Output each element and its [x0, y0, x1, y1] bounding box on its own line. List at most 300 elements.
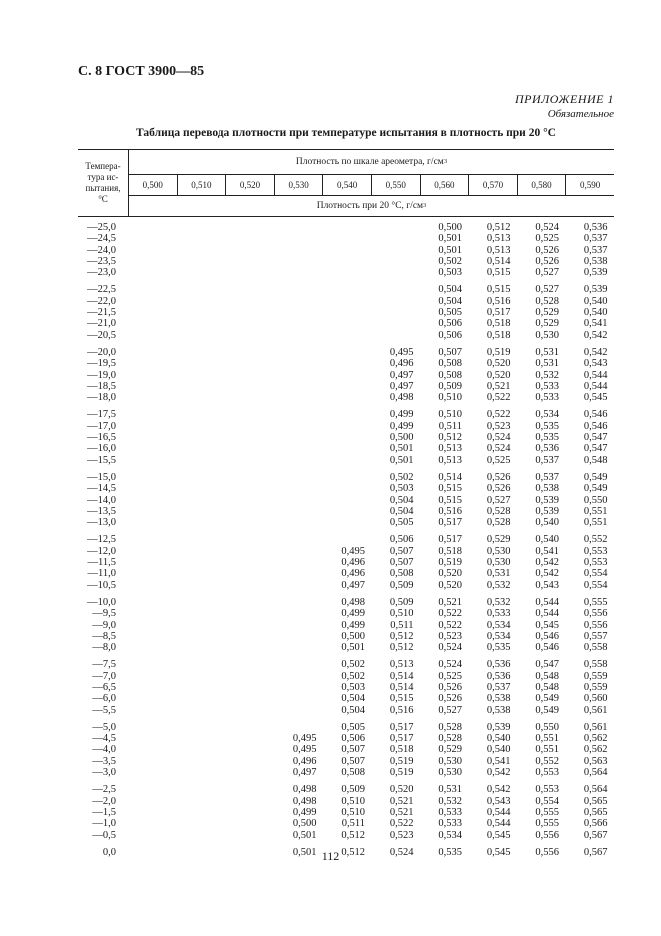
- hydrometer-density-label-text: Плотность по шкале ареометра, г/см: [295, 157, 444, 167]
- density-cell: 0,540: [583, 307, 608, 319]
- table-row: [78, 534, 614, 545]
- density-cell: 0,516: [486, 295, 511, 307]
- density-column-header: 0,580: [518, 175, 567, 195]
- density-cell: 0,528: [438, 733, 462, 745]
- density-cell: 0,505: [438, 307, 462, 319]
- density-cell: 0,499: [292, 806, 317, 818]
- table-row: [78, 608, 614, 619]
- density-cell: 0,500: [292, 818, 317, 830]
- density-cell: 0,534: [486, 630, 511, 642]
- density-cell: 0,544: [583, 369, 608, 381]
- density-cell: 0,500: [341, 630, 365, 642]
- row-group: [78, 659, 614, 715]
- density-cell: 0,536: [486, 659, 511, 671]
- density-cell: 0,501: [389, 443, 414, 455]
- density-cell: 0,546: [535, 630, 559, 642]
- density-cell: 0,542: [535, 557, 559, 569]
- density-cell: 0,516: [389, 704, 414, 716]
- density-cell: 0,512: [438, 432, 462, 444]
- temperature-cell: —15,0: [87, 471, 116, 483]
- density-cell: 0,500: [438, 222, 462, 233]
- density-cell: 0,505: [341, 721, 365, 733]
- density-cell: 0,531: [535, 358, 559, 370]
- row-group: [78, 409, 614, 465]
- density-cell: 0,537: [583, 244, 608, 256]
- density-cell: 0,545: [535, 619, 559, 631]
- row-group: [78, 784, 614, 840]
- density-cell: 0,560: [583, 693, 608, 705]
- density-cell: 0,535: [438, 846, 462, 858]
- temperature-cell: —1,5: [92, 806, 116, 818]
- density-cell: 0,539: [535, 505, 559, 517]
- density-cell: 0,513: [389, 659, 414, 671]
- density-cell: 0,540: [486, 744, 511, 756]
- density-cell: 0,539: [535, 494, 559, 506]
- density-cell: 0,515: [438, 494, 462, 506]
- density-cell: 0,558: [583, 659, 608, 671]
- density-cell: 0,514: [389, 681, 414, 693]
- density-cell: 0,543: [486, 795, 511, 807]
- density-cell: 0,524: [486, 432, 511, 444]
- density-cell: 0,530: [438, 755, 462, 767]
- density-cell: 0,500: [389, 432, 414, 444]
- table-row: [78, 370, 614, 381]
- table-row: [78, 455, 614, 466]
- density-cell: 0,520: [486, 358, 511, 370]
- temperature-cell: —14,0: [87, 494, 116, 506]
- density-cell: 0,551: [535, 733, 559, 745]
- density-cell: 0,530: [438, 767, 462, 779]
- density-cell: 0,567: [583, 846, 608, 858]
- table-row: [78, 330, 614, 341]
- density-cell: 0,504: [438, 284, 462, 296]
- table-row: [78, 381, 614, 392]
- density-cell: 0,496: [341, 557, 365, 569]
- table-title: Таблица перевода плотности при температуре испытания в плотность при 20 °С: [136, 127, 556, 139]
- density-cell: 0,540: [535, 517, 559, 529]
- density-cell: 0,511: [341, 818, 365, 830]
- density-cell: 0,557: [583, 630, 608, 642]
- density-cell: 0,531: [535, 346, 559, 358]
- table-row: [78, 517, 614, 528]
- temperature-cell: —19,0: [87, 369, 116, 381]
- density-cell: 0,508: [438, 369, 462, 381]
- table-row: [78, 767, 614, 778]
- density-cell: 0,499: [389, 420, 414, 432]
- temperature-cell: —11,0: [87, 568, 116, 580]
- density-cell: 0,565: [583, 806, 608, 818]
- table-row: [78, 256, 614, 267]
- density-cell: 0,527: [535, 267, 559, 279]
- density-cell: 0,513: [438, 443, 462, 455]
- table-row: [78, 580, 614, 591]
- density-cell: 0,567: [583, 829, 608, 841]
- density-cell: 0,522: [438, 619, 462, 631]
- density-cell: 0,513: [486, 244, 511, 256]
- density-cell: 0,522: [486, 409, 511, 421]
- density-cell: 0,537: [535, 471, 559, 483]
- temperature-cell: —3,5: [92, 755, 116, 767]
- temperature-cell: —16,0: [87, 443, 116, 455]
- density-cell: 0,534: [438, 829, 462, 841]
- density-cell: 0,549: [535, 693, 559, 705]
- density-cell: 0,519: [389, 755, 414, 767]
- density-cell: 0,501: [341, 642, 365, 654]
- density-cell: 0,539: [486, 721, 511, 733]
- density-cell: 0,526: [486, 483, 511, 495]
- density-cell: 0,521: [438, 596, 462, 608]
- density-cell: 0,523: [438, 630, 462, 642]
- density-cell: 0,514: [389, 670, 414, 682]
- density-cell: 0,511: [438, 420, 462, 432]
- table-row: [78, 307, 614, 318]
- density-column-header: 0,570: [469, 175, 518, 195]
- density-cell: 0,556: [583, 619, 608, 631]
- temperature-cell: —18,0: [87, 392, 116, 404]
- table-row: [78, 245, 614, 256]
- density-cell: 0,539: [583, 284, 608, 296]
- density-cell: 0,542: [583, 329, 608, 341]
- density-cell: 0,520: [486, 369, 511, 381]
- density-cell: 0,542: [486, 767, 511, 779]
- density-cell: 0,511: [390, 619, 414, 631]
- density-cell: 0,564: [583, 784, 608, 796]
- density-cell: 0,515: [389, 693, 414, 705]
- density-cell: 0,542: [583, 346, 608, 358]
- density-cell: 0,512: [486, 222, 511, 233]
- appendix-title: ПРИЛОЖЕНИЕ 1: [515, 92, 614, 106]
- density-cell: 0,559: [583, 670, 608, 682]
- density-cell: 0,515: [486, 284, 511, 296]
- page-number: 112: [321, 849, 340, 863]
- density-cell: 0,552: [583, 534, 608, 546]
- table-row: [78, 421, 614, 432]
- table-row: [78, 722, 614, 733]
- density-cell: 0,537: [486, 681, 511, 693]
- density-cell: 0,555: [583, 596, 608, 608]
- temperature-cell: —18,5: [87, 380, 116, 392]
- density-cell: 0,504: [389, 494, 414, 506]
- density-cell: 0,539: [583, 267, 608, 279]
- table-row: [78, 830, 614, 841]
- table-row: [78, 693, 614, 704]
- density-cell: 0,542: [486, 784, 511, 796]
- density-cell: 0,508: [389, 568, 414, 580]
- density-cell: 0,534: [486, 619, 511, 631]
- density-cell: 0,546: [583, 420, 608, 432]
- density-cell: 0,549: [583, 471, 608, 483]
- density-cell: 0,523: [486, 420, 511, 432]
- table-row: [78, 347, 614, 358]
- density-column-header: 0,590: [580, 180, 601, 190]
- temperature-cell: —25,0: [87, 222, 116, 233]
- density-cell: 0,544: [486, 818, 511, 830]
- density-cell: 0,561: [583, 704, 608, 716]
- density-cell: 0,509: [438, 380, 462, 392]
- density-cell: 0,533: [486, 608, 511, 620]
- density-column-header: 0,510: [178, 175, 227, 195]
- density-cell: 0,503: [341, 681, 365, 693]
- temperature-cell: —24,0: [87, 244, 116, 256]
- density-cell: 0,547: [583, 443, 608, 455]
- density-cell: 0,551: [583, 505, 608, 517]
- density-cell: 0,498: [292, 795, 317, 807]
- density-cell: 0,564: [583, 767, 608, 779]
- density-cell: 0,518: [438, 545, 462, 557]
- density-cell: 0,521: [486, 380, 511, 392]
- temperature-cell: —21,5: [87, 307, 116, 319]
- temperature-cell: —17,0: [87, 420, 116, 432]
- density-cell: 0,513: [438, 454, 462, 466]
- temperature-cell: —5,0: [92, 721, 116, 733]
- table-row: [78, 631, 614, 642]
- density-cell: 0,519: [486, 346, 511, 358]
- table-row: [78, 818, 614, 829]
- density-cell: 0,506: [389, 534, 414, 546]
- table-row: [78, 659, 614, 670]
- density-cell: 0,559: [583, 681, 608, 693]
- density-cell: 0,507: [341, 744, 365, 756]
- density-cell: 0,556: [583, 608, 608, 620]
- density-cell: 0,532: [535, 369, 559, 381]
- table-row: [78, 546, 614, 557]
- density-cell: 0,518: [486, 318, 511, 330]
- density-cell: 0,495: [341, 545, 365, 557]
- density-column-header: 0,540: [323, 175, 372, 195]
- density-cell: 0,530: [486, 545, 511, 557]
- density-cell: 0,533: [535, 380, 559, 392]
- density-cell: 0,525: [438, 670, 462, 682]
- density-cell: 0,529: [486, 534, 511, 546]
- temperature-cell: —1,0: [92, 818, 116, 830]
- temperature-cell: —6,0: [92, 693, 116, 705]
- temperature-cell: —2,0: [92, 795, 116, 807]
- density-cell: 0,526: [535, 244, 559, 256]
- density-cell: 0,524: [438, 659, 462, 671]
- density-cell: 0,540: [486, 733, 511, 745]
- density-cell: 0,497: [292, 767, 317, 779]
- density-at-20-label: Плотность при 20 °С, г/см 3: [316, 201, 427, 211]
- density-cell: 0,532: [486, 579, 511, 591]
- density-cell: 0,507: [389, 545, 414, 557]
- temperature-cell: —23,0: [87, 267, 116, 279]
- temperature-column-header: Темпера- тура ис- пытания, °С: [78, 150, 129, 216]
- density-cell: 0,531: [486, 568, 511, 580]
- density-cell: 0,498: [292, 784, 317, 796]
- density-cell: 0,554: [583, 568, 608, 580]
- temperature-cell: —10,0: [87, 596, 116, 608]
- density-cell: 0,506: [438, 318, 462, 330]
- density-cell: 0,497: [389, 369, 414, 381]
- density-cell: 0,545: [486, 846, 511, 858]
- temperature-cell: —2,5: [92, 784, 116, 796]
- density-cell: 0,501: [292, 846, 317, 858]
- row-group: [78, 722, 614, 778]
- density-cell: 0,551: [583, 517, 608, 529]
- density-cell: 0,561: [583, 721, 608, 733]
- temperature-cell: —4,5: [92, 733, 116, 745]
- density-cell: 0,538: [583, 255, 608, 267]
- density-cell: 0,546: [583, 409, 608, 421]
- density-cell: 0,527: [535, 284, 559, 296]
- density-cell: 0,553: [535, 767, 559, 779]
- table-row: [78, 233, 614, 244]
- row-group: [78, 472, 614, 528]
- temperature-cell: —10,5: [87, 579, 116, 591]
- appendix-note: Обязательное: [547, 108, 614, 120]
- density-cell: 0,502: [341, 659, 365, 671]
- density-cell: 0,517: [389, 733, 414, 745]
- density-cell: 0,518: [389, 744, 414, 756]
- density-cell: 0,535: [535, 420, 559, 432]
- temperature-cell: —8,0: [92, 642, 116, 654]
- density-cell: 0,512: [389, 642, 414, 654]
- density-cell: 0,520: [438, 568, 462, 580]
- temperature-cell: —16,5: [87, 432, 116, 444]
- density-cell: 0,524: [486, 443, 511, 455]
- density-cell: 0,536: [583, 222, 608, 233]
- density-cell: 0,556: [535, 829, 559, 841]
- density-cell: 0,534: [535, 409, 559, 421]
- temperature-cell: —7,0: [92, 670, 116, 682]
- density-cell: 0,538: [486, 693, 511, 705]
- density-cell: 0,530: [486, 557, 511, 569]
- density-cell: 0,538: [535, 483, 559, 495]
- density-cell: 0,540: [535, 534, 559, 546]
- density-cell: 0,505: [389, 517, 414, 529]
- density-cell: 0,508: [438, 358, 462, 370]
- density-cell: 0,524: [535, 222, 559, 233]
- density-cell: 0,553: [535, 784, 559, 796]
- temperature-cell: —8,5: [92, 630, 116, 642]
- table-row: [78, 557, 614, 568]
- density-columns-row: [129, 175, 614, 196]
- table-row: [78, 784, 614, 795]
- density-cell: 0,504: [438, 295, 462, 307]
- density-cell: 0,495: [292, 744, 317, 756]
- temperature-cell: —5,5: [92, 704, 116, 716]
- density-cell: 0,509: [389, 579, 414, 591]
- density-cell: 0,514: [438, 471, 462, 483]
- density-cell: 0,535: [486, 642, 511, 654]
- temperature-cell: —7,5: [92, 659, 116, 671]
- table-row: [78, 705, 614, 716]
- table-row: [78, 506, 614, 517]
- table-row: [78, 495, 614, 506]
- density-cell: 0,498: [341, 596, 365, 608]
- density-cell: 0,495: [292, 733, 317, 745]
- density-cell: 0,506: [341, 733, 365, 745]
- temperature-cell: —15,5: [87, 454, 116, 466]
- table-row: [78, 392, 614, 403]
- temperature-cell: —23,5: [87, 255, 116, 267]
- density-cell: 0,527: [486, 494, 511, 506]
- density-cell: 0,536: [535, 443, 559, 455]
- table-row: [78, 284, 614, 295]
- density-cell: 0,548: [583, 454, 608, 466]
- density-column-header: 0,560: [421, 175, 470, 195]
- density-cell: 0,527: [438, 704, 462, 716]
- temperature-cell: —24,5: [87, 233, 116, 245]
- table-row: [78, 358, 614, 369]
- table-body: [78, 222, 614, 864]
- temperature-cell: —12,5: [87, 534, 116, 546]
- density-cell: 0,510: [389, 608, 414, 620]
- table-row: [78, 222, 614, 233]
- density-cell: 0,558: [583, 642, 608, 654]
- density-cell: 0,508: [341, 767, 365, 779]
- density-cell: 0,554: [583, 579, 608, 591]
- density-cell: 0,530: [535, 329, 559, 341]
- density-cell: 0,521: [389, 795, 414, 807]
- density-cell: 0,524: [389, 846, 414, 858]
- density-cell: 0,524: [438, 642, 462, 654]
- density-cell: 0,528: [438, 721, 462, 733]
- density-at-20-label-text: Плотность при 20 °С, г/см: [316, 201, 424, 211]
- table-row: [78, 472, 614, 483]
- table-row: [78, 756, 614, 767]
- density-cell: 0,521: [389, 806, 414, 818]
- density-cell: 0,496: [341, 568, 365, 580]
- density-cell: 0,533: [438, 818, 462, 830]
- density-cell: 0,495: [389, 346, 414, 358]
- density-cell: 0,502: [341, 670, 365, 682]
- density-cell: 0,501: [292, 829, 317, 841]
- table-row: [78, 807, 614, 818]
- density-cell: 0,501: [438, 244, 462, 256]
- density-cell: 0,507: [438, 346, 462, 358]
- density-cell: 0,504: [341, 693, 365, 705]
- density-cell: 0,510: [438, 392, 462, 404]
- density-cell: 0,543: [583, 358, 608, 370]
- density-cell: 0,550: [583, 494, 608, 506]
- temperature-cell: —12,0: [87, 545, 116, 557]
- density-cell: 0,510: [438, 409, 462, 421]
- density-column-header: 0,520: [226, 175, 275, 195]
- temperature-cell: —11,5: [87, 557, 116, 569]
- density-cell: 0,554: [535, 795, 559, 807]
- table-row: [78, 432, 614, 443]
- density-cell: 0,522: [389, 818, 414, 830]
- density-cell: 0,501: [438, 233, 462, 245]
- density-cell: 0,520: [389, 784, 414, 796]
- density-cell: 0,497: [389, 380, 414, 392]
- density-cell: 0,519: [389, 767, 414, 779]
- temperature-cell: —3,0: [92, 767, 116, 779]
- density-cell: 0,538: [486, 704, 511, 716]
- table-row: [78, 744, 614, 755]
- density-cell: 0,553: [583, 557, 608, 569]
- density-cell: 0,507: [341, 755, 365, 767]
- density-cell: 0,509: [341, 784, 365, 796]
- density-cell: 0,555: [535, 806, 559, 818]
- temperature-cell: 0,0: [102, 846, 116, 858]
- temperature-cell: —22,0: [87, 295, 116, 307]
- density-cell: 0,544: [486, 806, 511, 818]
- table-row: [78, 443, 614, 454]
- density-cell: 0,526: [438, 681, 462, 693]
- density-cell: 0,528: [535, 295, 559, 307]
- temperature-cell: —20,5: [87, 329, 116, 341]
- density-cell: 0,551: [535, 744, 559, 756]
- density-cell: 0,512: [389, 630, 414, 642]
- temperature-cell: —9,0: [92, 619, 116, 631]
- density-cell: 0,526: [486, 471, 511, 483]
- density-cell: 0,562: [583, 744, 608, 756]
- table-row: [78, 597, 614, 608]
- density-cell: 0,526: [438, 693, 462, 705]
- density-cell: 0,547: [583, 432, 608, 444]
